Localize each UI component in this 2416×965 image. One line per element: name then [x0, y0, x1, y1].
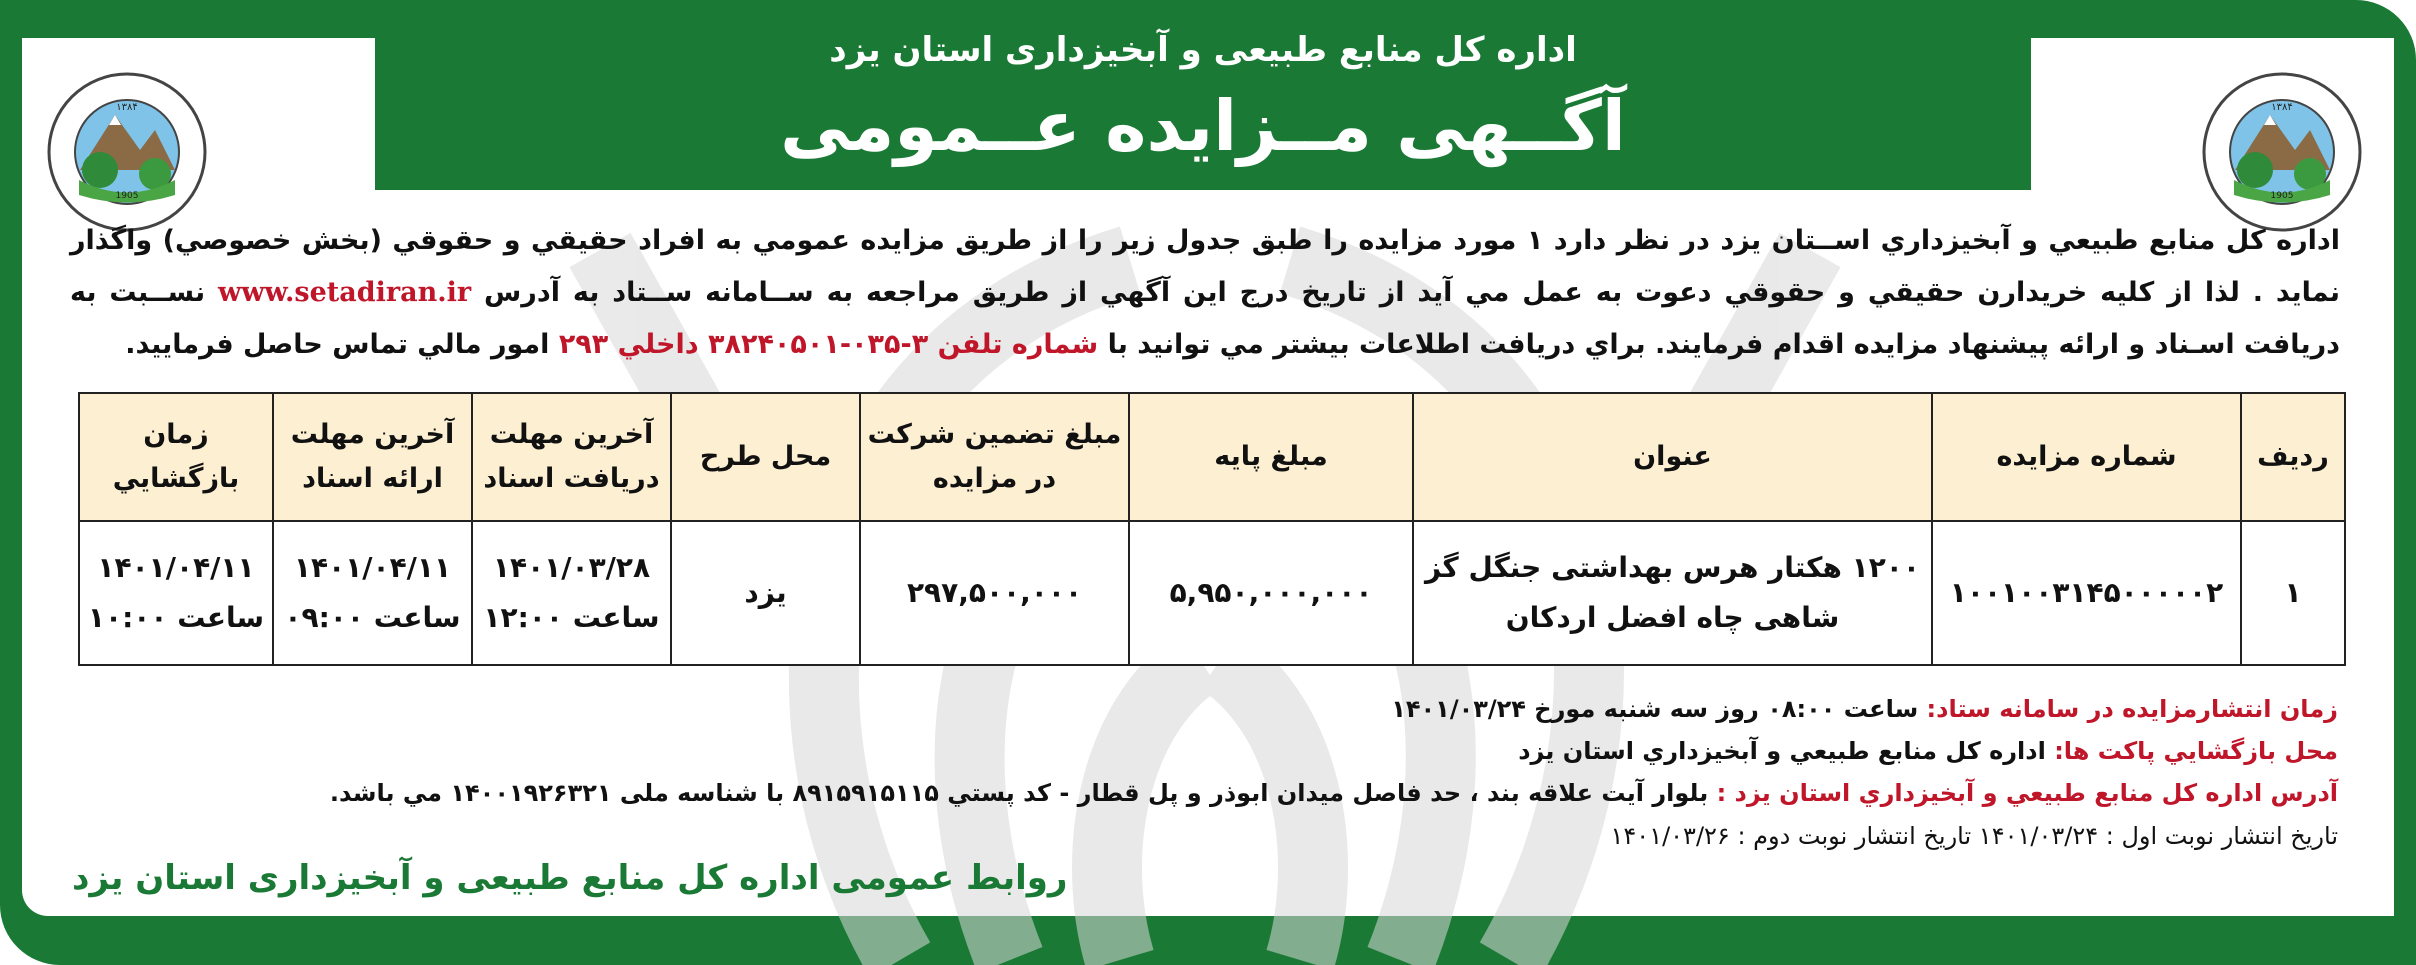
cell-base-price: ۵,۹۵۰,۰۰۰,۰۰۰ — [1129, 521, 1413, 665]
opening-place-label: محل بازگشايي پاكت ها: — [2054, 737, 2338, 765]
header-receive-line2: دريافت اسناد — [483, 463, 660, 494]
cell-location: يزد — [671, 521, 860, 665]
cell-row-number: ۱ — [2241, 521, 2345, 665]
cell-submit-deadline — [273, 521, 472, 665]
notice-title: آگــهی مــزایده عــمومی — [780, 85, 1626, 167]
extension-label: داخلي — [617, 329, 699, 360]
cell-receive-time: ساعت ۱۲:۰۰ — [483, 601, 660, 634]
publication-dates: تاریخ انتشار نوبت اول : ۱۴۰۱/۰۳/۲۴ تاریخ انتشار نوبت دوم : ۱۴۰۱/۰۳/۲۶ — [1610, 822, 2338, 850]
intro-text-1: اداره كل منابع طبيعي و آبخيزداري اســتان يزد در نظر دارد ۱ مورد مزايده را طبق جدول زير را از طريق مزايده عمومي به افراد حقيقي و حقوقي (بخش خصوصي) واگذار نمايد . لذا از كليه خريدارن حقيقي و حقوقي دعوت به عمل مي آيد از تاريخ درج اين آگهي از طريق مراجعه به ســامانه ســتاد به آدرس — [70, 225, 2340, 308]
cell-submit-time: ساعت ۰۹:۰۰ — [284, 601, 461, 634]
logo-year-bottom: 1905 — [115, 191, 139, 201]
public-relations-signature: روابط عمومی اداره کل منابع طبیعی و آبخیزداری استان یزد — [72, 858, 1068, 898]
intro-paragraph — [70, 215, 2340, 371]
cell-opening-date: ۱۴۰۱/۰۴/۱۱ — [97, 551, 255, 584]
opening-place-value: اداره كل منابع طبيعي و آبخيزداري استان يزد — [1518, 737, 2046, 765]
organization-logo-right — [2200, 70, 2365, 235]
opening-place-line — [1518, 737, 2338, 765]
cell-title — [1413, 521, 1932, 665]
intro-text-3: امور مالي تماس حاصل فرماييد. — [125, 329, 550, 360]
header-submit-deadline — [273, 393, 472, 521]
header-guarantee-line2: در مزايده — [932, 463, 1057, 494]
header-row-number: رديف — [2241, 393, 2345, 521]
publish-time-line — [1391, 695, 2338, 723]
table-header-row — [79, 393, 2345, 521]
cell-receive-deadline — [472, 521, 671, 665]
header-auction-number: شماره مزایده — [1932, 393, 2241, 521]
address-line — [330, 779, 2338, 807]
logo-year-top: ۱۳۸۴ — [116, 102, 138, 113]
intro-text-2: نســبت به دريافت اسـناد و ارائه پيشنهاد مزايده اقدام فرمايند. براي دريافت اطلاعات بيشتر مي توانيد با — [70, 277, 2340, 360]
header-guarantee-line1: مبلغ تضمين شركت — [867, 419, 1122, 450]
cell-title-line1: ۱۲۰۰ هکتار هرس بهداشتی جنگل گز — [1425, 551, 1920, 584]
cell-auction-number: ۱۰۰۱۰۰۳۱۴۵۰۰۰۰۰۲ — [1932, 521, 2241, 665]
header-submit-line2: ارائه اسناد — [302, 463, 443, 494]
org-title: اداره کل منابع طبیعی و آبخیزداری استان یزد — [829, 30, 1577, 70]
phone-number: ۳-۰۳۵-۳۸۲۴۰۵۰۱ — [708, 329, 929, 360]
publish-time-value: ساعت ۰۸:۰۰ روز سه شنبه مورخ ۱۴۰۱/۰۳/۲۴ — [1391, 695, 1919, 723]
cell-submit-date: ۱۴۰۱/۰۴/۱۱ — [293, 551, 452, 584]
header-receive-deadline — [472, 393, 671, 521]
logo-year-top: ۱۳۸۴ — [2271, 102, 2293, 113]
header-receive-line1: آخرين مهلت — [489, 419, 654, 450]
setadiran-link[interactable]: www.setadiran.ir — [218, 277, 472, 308]
address-value: بلوار آيت علاقه بند ، حد فاصل ميدان ابوذر و پل قطار - كد پستي ۸۹۱۵۹۱۵۱۱۵ با شناسه ملی ۱۴۰۰۱۹۲۶۳۲۱ مي باشد. — [329, 779, 1709, 807]
address-label: آدرس اداره كل منابع طبيعي و آبخيزداري استان يزد : — [1716, 779, 2338, 807]
cell-opening-time — [79, 521, 273, 665]
header-submit-line1: آخرين مهلت — [290, 419, 455, 450]
cell-title-line2: شاهی چاه افضل اردکان — [1505, 601, 1840, 634]
auction-table — [78, 392, 2346, 666]
cell-guarantee: ۲۹۷,۵۰۰,۰۰۰ — [860, 521, 1129, 665]
header-title: عنوان — [1413, 393, 1932, 521]
extension-number: ۲۹۳ — [558, 329, 609, 360]
cell-opening-hour: ساعت ۱۰:۰۰ — [87, 601, 265, 634]
table-row — [79, 521, 2345, 665]
header-base-price: مبلغ پایه — [1129, 393, 1413, 521]
phone-label: شماره تلفن — [937, 329, 1099, 360]
header-location: محل طرح — [671, 393, 860, 521]
cell-receive-date: ۱۴۰۱/۰۳/۲۸ — [492, 551, 651, 584]
organization-logo-left — [45, 70, 210, 235]
header-guarantee — [860, 393, 1129, 521]
logo-year-bottom: 1905 — [2270, 191, 2294, 201]
header-opening-time: زمان بازگشايي — [79, 393, 273, 521]
publish-time-label: زمان انتشارمزايده در سامانه ستاد: — [1926, 695, 2338, 723]
